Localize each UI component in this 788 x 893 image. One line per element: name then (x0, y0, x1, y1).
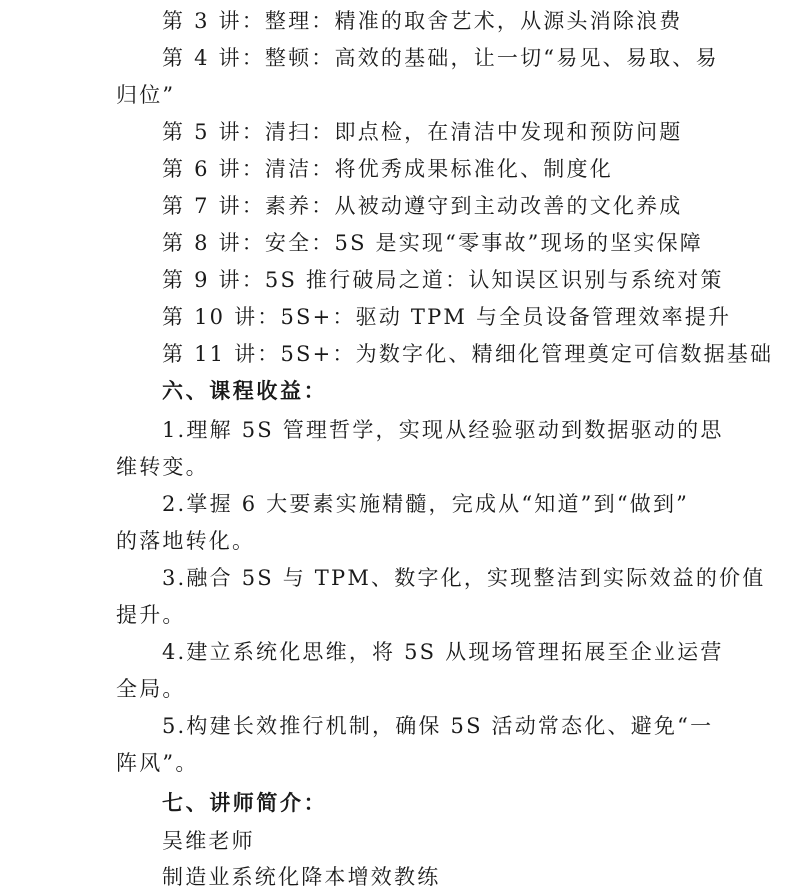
lecture-6: 第 6 讲：清洁：将优秀成果标准化、制度化 (162, 157, 613, 181)
instructor-title: 制造业系统化降本增效教练 (162, 865, 441, 889)
lecture-4-continued: 归位” (116, 83, 176, 107)
lecture-3: 第 3 讲：整理：精准的取舍艺术，从源头消除浪费 (162, 9, 683, 33)
benefit-3: 3.融合 5S 与 TPM、数字化，实现整洁到实际效益的价值 (162, 566, 766, 590)
benefit-5-continued: 阵风”。 (116, 751, 199, 775)
lecture-9: 第 9 讲：5S 推行破局之道：认知误区识别与系统对策 (162, 268, 724, 292)
benefit-4-continued: 全局。 (116, 677, 186, 701)
lecture-4: 第 4 讲：整顿：高效的基础，让一切“易见、易取、易 (162, 46, 719, 70)
benefit-1-continued: 维转变。 (116, 455, 209, 479)
benefit-5: 5.构建长效推行机制，确保 5S 活动常态化、避免“一 (162, 714, 714, 738)
lecture-5: 第 5 讲：清扫：即点检，在清洁中发现和预防问题 (162, 120, 683, 144)
lecture-8: 第 8 讲：安全：5S 是实现“零事故”现场的坚实保障 (162, 231, 704, 255)
lecture-10: 第 10 讲：5S+：驱动 TPM 与全员设备管理效率提升 (162, 305, 732, 329)
benefit-1: 1.理解 5S 管理哲学，实现从经验驱动到数据驱动的思 (162, 418, 724, 442)
lecture-7: 第 7 讲：素养：从被动遵守到主动改善的文化养成 (162, 194, 683, 218)
benefit-3-continued: 提升。 (116, 603, 186, 627)
benefits-heading: 六、课程收益： (162, 378, 328, 403)
benefit-4: 4.建立系统化思维，将 5S 从现场管理拓展至企业运营 (162, 640, 724, 664)
benefit-2-continued: 的落地转化。 (116, 529, 256, 553)
benefit-2: 2.掌握 6 大要素实施精髓，完成从“知道”到“做到” (162, 492, 690, 516)
instructor-name: 吴维老师 (162, 829, 255, 853)
lecture-11: 第 11 讲：5S+：为数字化、精细化管理奠定可信数据基础 (162, 342, 774, 366)
instructor-heading: 七、讲师简介： (162, 790, 328, 815)
